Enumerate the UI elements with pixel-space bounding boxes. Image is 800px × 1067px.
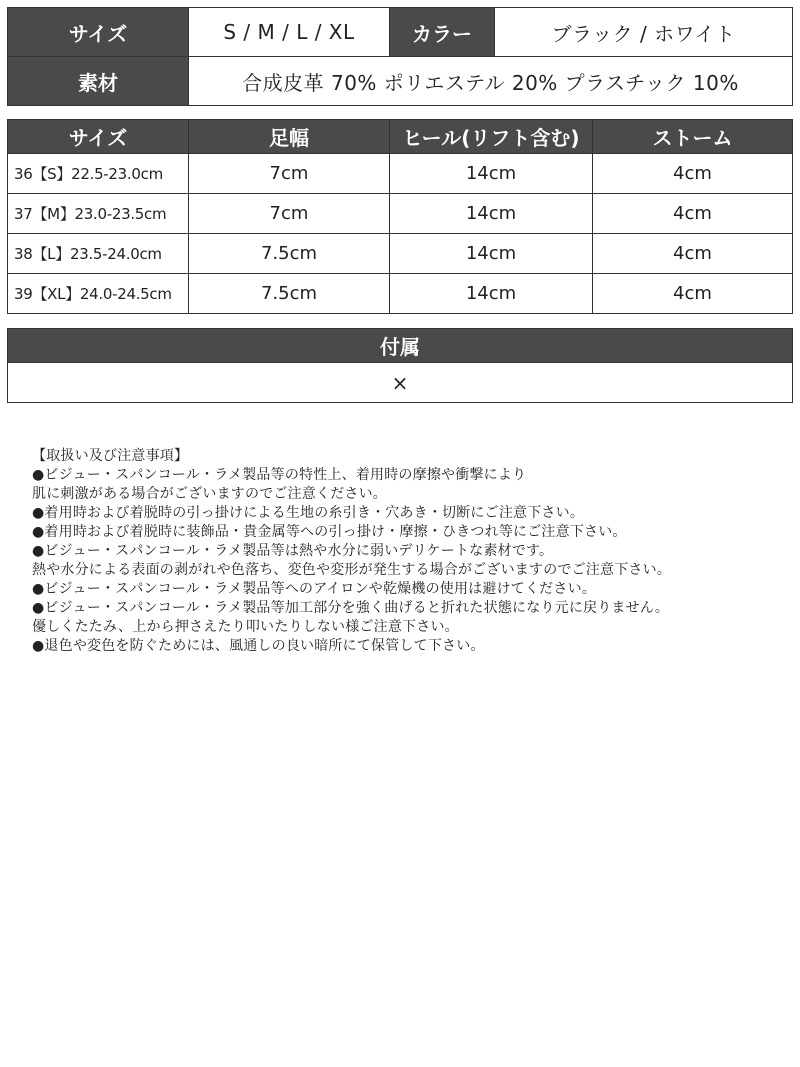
note-line: ●ビジュー・スパンコール・ラメ製品等は熱や水分に弱いデリケートな素材です。	[32, 543, 554, 559]
note-line: ●ビジュー・スパンコール・ラメ製品等へのアイロンや乾燥機の使用は避けてください。	[32, 581, 596, 597]
size-table-header	[8, 120, 793, 154]
material-value: 合成皮革 70% ポリエステル 20% プラスチック 10%	[189, 57, 793, 106]
care-notes	[32, 447, 792, 656]
heel-cell: 14cm	[390, 234, 593, 274]
heel-cell: 14cm	[390, 154, 593, 194]
accessories-value: ×	[8, 363, 793, 403]
accessories-value-row	[8, 363, 793, 403]
width-cell: 7cm	[189, 194, 390, 234]
size-table	[7, 119, 793, 314]
notes-heading: 【取扱い及び注意事項】	[32, 448, 189, 464]
table-row	[8, 194, 793, 234]
note-line: ●ビジュー・スパンコール・ラメ製品等の特性上、着用時の摩擦や衝撃により	[32, 467, 527, 483]
note-line: ●着用時および着脱時の引っ掛けによる生地の糸引き・穴あき・切断にご注意下さい。	[32, 505, 585, 521]
platform-cell: 4cm	[593, 154, 793, 194]
color-label: カラー	[390, 8, 495, 57]
platform-cell: 4cm	[593, 274, 793, 314]
accessories-table	[7, 328, 793, 403]
note-line: ●ビジュー・スパンコール・ラメ製品等加工部分を強く曲げると折れた状態になり元に戻りません。	[32, 600, 670, 616]
size-cell: 37【M】23.0-23.5cm	[8, 194, 189, 234]
size-label: サイズ	[8, 8, 189, 57]
size-cell: 38【L】23.5-24.0cm	[8, 234, 189, 274]
col-header-platform: ストーム	[593, 120, 793, 154]
color-value: ブラック / ホワイト	[495, 8, 793, 57]
table-row	[8, 154, 793, 194]
size-cell: 36【S】22.5-23.0cm	[8, 154, 189, 194]
col-header-size: サイズ	[8, 120, 189, 154]
material-label: 素材	[8, 57, 189, 106]
note-line: ●退色や変色を防ぐためには、風通しの良い暗所にて保管して下さい。	[32, 638, 485, 654]
col-header-heel: ヒール(リフト含む)	[390, 120, 593, 154]
note-line: ●着用時および着脱時に装飾品・貴金属等への引っ掛け・摩擦・ひきつれ等にご注意下さい。	[32, 524, 627, 540]
width-cell: 7.5cm	[189, 234, 390, 274]
platform-cell: 4cm	[593, 194, 793, 234]
col-header-width: 足幅	[189, 120, 390, 154]
size-value: S / M / L / XL	[189, 8, 390, 57]
note-line: 熱や水分による表面の剥がれや色落ち、変色や変形が発生する場合がございますのでご注意下さい。	[32, 562, 671, 578]
spec-row-material	[8, 57, 793, 106]
heel-cell: 14cm	[390, 194, 593, 234]
width-cell: 7cm	[189, 154, 390, 194]
accessories-label: 付属	[8, 329, 793, 363]
spec-table	[7, 7, 793, 106]
width-cell: 7.5cm	[189, 274, 390, 314]
platform-cell: 4cm	[593, 234, 793, 274]
heel-cell: 14cm	[390, 274, 593, 314]
table-row	[8, 234, 793, 274]
note-line: 優しくたたみ、上から押さえたり叩いたりしない様ご注意下さい。	[32, 619, 459, 635]
note-line: 肌に刺激がある場合がございますのでご注意ください。	[32, 486, 387, 502]
accessories-header-row	[8, 329, 793, 363]
size-cell: 39【XL】24.0-24.5cm	[8, 274, 189, 314]
spec-row-size-color	[8, 8, 793, 57]
table-row	[8, 274, 793, 314]
